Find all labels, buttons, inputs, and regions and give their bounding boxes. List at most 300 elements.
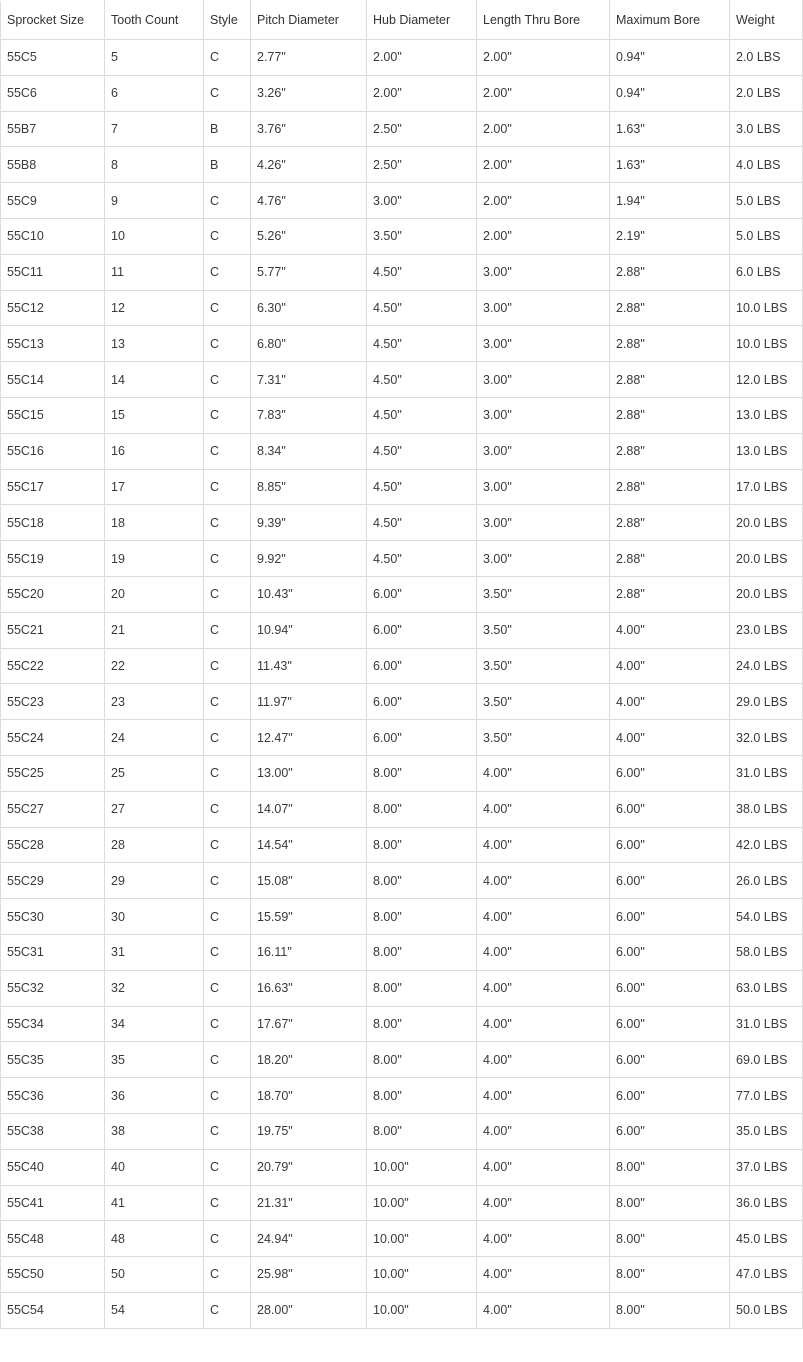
cell-hub-diameter: 4.50"	[367, 505, 477, 541]
cell-length-thru-bore: 4.00"	[477, 863, 610, 899]
cell-sprocket-size: 55C14	[1, 362, 105, 398]
cell-length-thru-bore: 4.00"	[477, 934, 610, 970]
cell-tooth-count: 48	[105, 1221, 204, 1257]
cell-tooth-count: 23	[105, 684, 204, 720]
cell-weight: 5.0 LBS	[730, 218, 803, 254]
cell-length-thru-bore: 4.00"	[477, 1292, 610, 1328]
cell-pitch-diameter: 19.75"	[251, 1113, 367, 1149]
cell-maximum-bore: 4.00"	[610, 612, 730, 648]
cell-length-thru-bore: 2.00"	[477, 218, 610, 254]
cell-length-thru-bore: 3.50"	[477, 684, 610, 720]
cell-weight: 77.0 LBS	[730, 1078, 803, 1114]
cell-maximum-bore: 6.00"	[610, 1006, 730, 1042]
cell-weight: 58.0 LBS	[730, 934, 803, 970]
cell-pitch-diameter: 3.26"	[251, 75, 367, 111]
table-row	[1, 362, 803, 398]
cell-maximum-bore: 6.00"	[610, 970, 730, 1006]
cell-weight: 32.0 LBS	[730, 720, 803, 756]
cell-pitch-diameter: 25.98"	[251, 1257, 367, 1293]
cell-maximum-bore: 2.88"	[610, 576, 730, 612]
cell-weight: 37.0 LBS	[730, 1149, 803, 1185]
header-hub-diameter: Hub Diameter	[367, 1, 477, 40]
cell-weight: 36.0 LBS	[730, 1185, 803, 1221]
cell-sprocket-size: 55C27	[1, 791, 105, 827]
cell-sprocket-size: 55C30	[1, 899, 105, 935]
cell-style: C	[204, 1185, 251, 1221]
cell-style: C	[204, 469, 251, 505]
cell-hub-diameter: 10.00"	[367, 1292, 477, 1328]
cell-pitch-diameter: 3.76"	[251, 111, 367, 147]
cell-length-thru-bore: 4.00"	[477, 1257, 610, 1293]
cell-style: B	[204, 111, 251, 147]
cell-pitch-diameter: 16.11"	[251, 934, 367, 970]
cell-length-thru-bore: 2.00"	[477, 147, 610, 183]
cell-style: C	[204, 1006, 251, 1042]
cell-length-thru-bore: 2.00"	[477, 183, 610, 219]
cell-pitch-diameter: 14.07"	[251, 791, 367, 827]
cell-sprocket-size: 55C20	[1, 576, 105, 612]
cell-sprocket-size: 55C16	[1, 433, 105, 469]
cell-sprocket-size: 55C13	[1, 326, 105, 362]
table-row	[1, 469, 803, 505]
table-row	[1, 183, 803, 219]
table-row	[1, 505, 803, 541]
cell-style: B	[204, 147, 251, 183]
cell-tooth-count: 29	[105, 863, 204, 899]
cell-hub-diameter: 2.50"	[367, 147, 477, 183]
cell-maximum-bore: 2.88"	[610, 541, 730, 577]
cell-pitch-diameter: 11.97"	[251, 684, 367, 720]
cell-tooth-count: 13	[105, 326, 204, 362]
cell-pitch-diameter: 6.80"	[251, 326, 367, 362]
cell-weight: 10.0 LBS	[730, 290, 803, 326]
cell-maximum-bore: 1.63"	[610, 147, 730, 183]
cell-sprocket-size: 55C5	[1, 40, 105, 76]
cell-tooth-count: 32	[105, 970, 204, 1006]
cell-sprocket-size: 55C35	[1, 1042, 105, 1078]
cell-style: C	[204, 934, 251, 970]
cell-hub-diameter: 4.50"	[367, 326, 477, 362]
cell-pitch-diameter: 16.63"	[251, 970, 367, 1006]
table-row	[1, 934, 803, 970]
cell-maximum-bore: 2.88"	[610, 505, 730, 541]
cell-maximum-bore: 6.00"	[610, 827, 730, 863]
header-length-thru-bore: Length Thru Bore	[477, 1, 610, 40]
cell-length-thru-bore: 3.00"	[477, 326, 610, 362]
header-pitch-diameter: Pitch Diameter	[251, 1, 367, 40]
cell-style: C	[204, 1257, 251, 1293]
cell-style: C	[204, 1042, 251, 1078]
cell-style: C	[204, 362, 251, 398]
table-row	[1, 648, 803, 684]
cell-maximum-bore: 6.00"	[610, 899, 730, 935]
cell-maximum-bore: 6.00"	[610, 863, 730, 899]
table-row	[1, 75, 803, 111]
cell-weight: 45.0 LBS	[730, 1221, 803, 1257]
table-row	[1, 899, 803, 935]
table-row	[1, 827, 803, 863]
cell-sprocket-size: 55C40	[1, 1149, 105, 1185]
cell-weight: 69.0 LBS	[730, 1042, 803, 1078]
cell-tooth-count: 41	[105, 1185, 204, 1221]
cell-maximum-bore: 2.19"	[610, 218, 730, 254]
cell-maximum-bore: 2.88"	[610, 397, 730, 433]
cell-length-thru-bore: 3.50"	[477, 576, 610, 612]
cell-tooth-count: 35	[105, 1042, 204, 1078]
cell-tooth-count: 24	[105, 720, 204, 756]
cell-tooth-count: 22	[105, 648, 204, 684]
cell-sprocket-size: 55C34	[1, 1006, 105, 1042]
cell-pitch-diameter: 15.08"	[251, 863, 367, 899]
cell-style: C	[204, 612, 251, 648]
cell-sprocket-size: 55C54	[1, 1292, 105, 1328]
cell-maximum-bore: 4.00"	[610, 720, 730, 756]
cell-sprocket-size: 55C21	[1, 612, 105, 648]
cell-length-thru-bore: 4.00"	[477, 1042, 610, 1078]
cell-tooth-count: 30	[105, 899, 204, 935]
cell-style: C	[204, 576, 251, 612]
cell-maximum-bore: 1.94"	[610, 183, 730, 219]
cell-sprocket-size: 55C29	[1, 863, 105, 899]
cell-hub-diameter: 10.00"	[367, 1257, 477, 1293]
cell-tooth-count: 7	[105, 111, 204, 147]
cell-maximum-bore: 6.00"	[610, 791, 730, 827]
cell-length-thru-bore: 2.00"	[477, 40, 610, 76]
cell-pitch-diameter: 8.34"	[251, 433, 367, 469]
cell-pitch-diameter: 9.39"	[251, 505, 367, 541]
cell-length-thru-bore: 3.00"	[477, 397, 610, 433]
table-row	[1, 290, 803, 326]
cell-style: C	[204, 505, 251, 541]
table-row	[1, 1042, 803, 1078]
cell-tooth-count: 21	[105, 612, 204, 648]
cell-hub-diameter: 6.00"	[367, 648, 477, 684]
cell-style: C	[204, 1113, 251, 1149]
cell-sprocket-size: 55C36	[1, 1078, 105, 1114]
cell-length-thru-bore: 4.00"	[477, 1006, 610, 1042]
cell-style: C	[204, 541, 251, 577]
cell-pitch-diameter: 21.31"	[251, 1185, 367, 1221]
cell-style: C	[204, 1149, 251, 1185]
cell-sprocket-size: 55C24	[1, 720, 105, 756]
cell-pitch-diameter: 10.94"	[251, 612, 367, 648]
cell-sprocket-size: 55C32	[1, 970, 105, 1006]
cell-pitch-diameter: 5.26"	[251, 218, 367, 254]
cell-style: C	[204, 254, 251, 290]
cell-pitch-diameter: 14.54"	[251, 827, 367, 863]
cell-length-thru-bore: 4.00"	[477, 827, 610, 863]
cell-pitch-diameter: 13.00"	[251, 755, 367, 791]
cell-hub-diameter: 3.00"	[367, 183, 477, 219]
cell-sprocket-size: 55C25	[1, 755, 105, 791]
cell-weight: 50.0 LBS	[730, 1292, 803, 1328]
cell-style: C	[204, 1292, 251, 1328]
cell-length-thru-bore: 4.00"	[477, 791, 610, 827]
cell-maximum-bore: 2.88"	[610, 433, 730, 469]
header-weight: Weight	[730, 1, 803, 40]
cell-weight: 38.0 LBS	[730, 791, 803, 827]
cell-tooth-count: 15	[105, 397, 204, 433]
cell-weight: 5.0 LBS	[730, 183, 803, 219]
cell-maximum-bore: 4.00"	[610, 684, 730, 720]
cell-weight: 31.0 LBS	[730, 755, 803, 791]
cell-weight: 29.0 LBS	[730, 684, 803, 720]
cell-length-thru-bore: 3.00"	[477, 433, 610, 469]
cell-weight: 47.0 LBS	[730, 1257, 803, 1293]
cell-hub-diameter: 6.00"	[367, 576, 477, 612]
cell-length-thru-bore: 3.50"	[477, 648, 610, 684]
cell-weight: 4.0 LBS	[730, 147, 803, 183]
cell-length-thru-bore: 3.00"	[477, 541, 610, 577]
table-row	[1, 433, 803, 469]
cell-hub-diameter: 8.00"	[367, 1006, 477, 1042]
cell-hub-diameter: 4.50"	[367, 290, 477, 326]
cell-pitch-diameter: 10.43"	[251, 576, 367, 612]
cell-weight: 54.0 LBS	[730, 899, 803, 935]
cell-hub-diameter: 4.50"	[367, 254, 477, 290]
cell-weight: 17.0 LBS	[730, 469, 803, 505]
cell-sprocket-size: 55B7	[1, 111, 105, 147]
cell-style: C	[204, 75, 251, 111]
cell-style: C	[204, 40, 251, 76]
cell-tooth-count: 38	[105, 1113, 204, 1149]
cell-style: C	[204, 183, 251, 219]
cell-hub-diameter: 6.00"	[367, 720, 477, 756]
table-row	[1, 1185, 803, 1221]
header-tooth-count: Tooth Count	[105, 1, 204, 40]
cell-hub-diameter: 8.00"	[367, 970, 477, 1006]
cell-length-thru-bore: 4.00"	[477, 970, 610, 1006]
cell-hub-diameter: 8.00"	[367, 827, 477, 863]
cell-length-thru-bore: 4.00"	[477, 1149, 610, 1185]
cell-maximum-bore: 8.00"	[610, 1257, 730, 1293]
cell-tooth-count: 54	[105, 1292, 204, 1328]
cell-maximum-bore: 8.00"	[610, 1185, 730, 1221]
cell-maximum-bore: 2.88"	[610, 469, 730, 505]
cell-sprocket-size: 55C22	[1, 648, 105, 684]
cell-hub-diameter: 2.00"	[367, 75, 477, 111]
cell-weight: 6.0 LBS	[730, 254, 803, 290]
cell-sprocket-size: 55C11	[1, 254, 105, 290]
cell-weight: 13.0 LBS	[730, 433, 803, 469]
cell-weight: 63.0 LBS	[730, 970, 803, 1006]
cell-hub-diameter: 4.50"	[367, 362, 477, 398]
cell-hub-diameter: 10.00"	[367, 1221, 477, 1257]
cell-style: C	[204, 899, 251, 935]
cell-tooth-count: 31	[105, 934, 204, 970]
cell-maximum-bore: 4.00"	[610, 648, 730, 684]
table-row	[1, 791, 803, 827]
table-row	[1, 1078, 803, 1114]
cell-hub-diameter: 10.00"	[367, 1149, 477, 1185]
cell-length-thru-bore: 4.00"	[477, 1185, 610, 1221]
cell-style: C	[204, 827, 251, 863]
cell-tooth-count: 34	[105, 1006, 204, 1042]
cell-pitch-diameter: 11.43"	[251, 648, 367, 684]
cell-length-thru-bore: 3.00"	[477, 254, 610, 290]
cell-tooth-count: 25	[105, 755, 204, 791]
cell-tooth-count: 11	[105, 254, 204, 290]
cell-hub-diameter: 6.00"	[367, 612, 477, 648]
cell-maximum-bore: 8.00"	[610, 1221, 730, 1257]
cell-tooth-count: 27	[105, 791, 204, 827]
table-row	[1, 1113, 803, 1149]
cell-hub-diameter: 8.00"	[367, 1042, 477, 1078]
cell-weight: 20.0 LBS	[730, 505, 803, 541]
cell-tooth-count: 19	[105, 541, 204, 577]
cell-weight: 26.0 LBS	[730, 863, 803, 899]
cell-sprocket-size: 55C31	[1, 934, 105, 970]
cell-pitch-diameter: 7.31"	[251, 362, 367, 398]
cell-weight: 23.0 LBS	[730, 612, 803, 648]
cell-tooth-count: 9	[105, 183, 204, 219]
cell-maximum-bore: 6.00"	[610, 755, 730, 791]
cell-sprocket-size: 55C15	[1, 397, 105, 433]
cell-hub-diameter: 8.00"	[367, 899, 477, 935]
cell-style: C	[204, 326, 251, 362]
cell-style: C	[204, 863, 251, 899]
table-row	[1, 111, 803, 147]
table-row	[1, 684, 803, 720]
cell-weight: 2.0 LBS	[730, 40, 803, 76]
cell-style: C	[204, 433, 251, 469]
cell-maximum-bore: 0.94"	[610, 40, 730, 76]
cell-pitch-diameter: 6.30"	[251, 290, 367, 326]
cell-style: C	[204, 290, 251, 326]
cell-sprocket-size: 55C50	[1, 1257, 105, 1293]
cell-sprocket-size: 55C9	[1, 183, 105, 219]
cell-hub-diameter: 4.50"	[367, 433, 477, 469]
cell-weight: 13.0 LBS	[730, 397, 803, 433]
cell-tooth-count: 36	[105, 1078, 204, 1114]
cell-sprocket-size: 55C28	[1, 827, 105, 863]
header-sprocket-size: Sprocket Size	[1, 1, 105, 40]
cell-hub-diameter: 8.00"	[367, 791, 477, 827]
cell-length-thru-bore: 3.00"	[477, 362, 610, 398]
cell-tooth-count: 10	[105, 218, 204, 254]
cell-sprocket-size: 55C48	[1, 1221, 105, 1257]
cell-weight: 42.0 LBS	[730, 827, 803, 863]
cell-sprocket-size: 55C17	[1, 469, 105, 505]
cell-pitch-diameter: 28.00"	[251, 1292, 367, 1328]
cell-style: C	[204, 791, 251, 827]
cell-weight: 20.0 LBS	[730, 576, 803, 612]
cell-tooth-count: 14	[105, 362, 204, 398]
cell-style: C	[204, 648, 251, 684]
cell-pitch-diameter: 17.67"	[251, 1006, 367, 1042]
cell-style: C	[204, 218, 251, 254]
cell-pitch-diameter: 15.59"	[251, 899, 367, 935]
table-row	[1, 218, 803, 254]
cell-length-thru-bore: 2.00"	[477, 75, 610, 111]
cell-maximum-bore: 0.94"	[610, 75, 730, 111]
cell-pitch-diameter: 18.70"	[251, 1078, 367, 1114]
table-row	[1, 863, 803, 899]
cell-length-thru-bore: 4.00"	[477, 1113, 610, 1149]
table-row	[1, 147, 803, 183]
cell-tooth-count: 50	[105, 1257, 204, 1293]
cell-tooth-count: 8	[105, 147, 204, 183]
table-row	[1, 1292, 803, 1328]
cell-hub-diameter: 8.00"	[367, 1113, 477, 1149]
cell-hub-diameter: 8.00"	[367, 934, 477, 970]
table-body	[1, 40, 803, 1329]
table-row	[1, 612, 803, 648]
table-row	[1, 720, 803, 756]
table-row	[1, 755, 803, 791]
cell-hub-diameter: 6.00"	[367, 684, 477, 720]
cell-weight: 2.0 LBS	[730, 75, 803, 111]
cell-maximum-bore: 8.00"	[610, 1292, 730, 1328]
cell-maximum-bore: 8.00"	[610, 1149, 730, 1185]
table-row	[1, 326, 803, 362]
cell-hub-diameter: 2.00"	[367, 40, 477, 76]
cell-hub-diameter: 4.50"	[367, 469, 477, 505]
cell-sprocket-size: 55B8	[1, 147, 105, 183]
cell-pitch-diameter: 4.26"	[251, 147, 367, 183]
cell-pitch-diameter: 9.92"	[251, 541, 367, 577]
cell-style: C	[204, 755, 251, 791]
cell-pitch-diameter: 24.94"	[251, 1221, 367, 1257]
cell-length-thru-bore: 3.00"	[477, 505, 610, 541]
cell-tooth-count: 12	[105, 290, 204, 326]
cell-maximum-bore: 6.00"	[610, 1042, 730, 1078]
cell-weight: 31.0 LBS	[730, 1006, 803, 1042]
cell-length-thru-bore: 3.50"	[477, 612, 610, 648]
cell-hub-diameter: 4.50"	[367, 541, 477, 577]
cell-pitch-diameter: 2.77"	[251, 40, 367, 76]
cell-style: C	[204, 720, 251, 756]
cell-hub-diameter: 2.50"	[367, 111, 477, 147]
table-row	[1, 576, 803, 612]
cell-tooth-count: 5	[105, 40, 204, 76]
table-row	[1, 1006, 803, 1042]
cell-pitch-diameter: 7.83"	[251, 397, 367, 433]
cell-length-thru-bore: 4.00"	[477, 1078, 610, 1114]
cell-sprocket-size: 55C12	[1, 290, 105, 326]
cell-sprocket-size: 55C38	[1, 1113, 105, 1149]
cell-sprocket-size: 55C19	[1, 541, 105, 577]
cell-maximum-bore: 2.88"	[610, 362, 730, 398]
cell-sprocket-size: 55C18	[1, 505, 105, 541]
cell-style: C	[204, 1078, 251, 1114]
cell-maximum-bore: 2.88"	[610, 326, 730, 362]
table-row	[1, 1221, 803, 1257]
cell-weight: 3.0 LBS	[730, 111, 803, 147]
cell-hub-diameter: 10.00"	[367, 1185, 477, 1221]
cell-tooth-count: 16	[105, 433, 204, 469]
cell-hub-diameter: 4.50"	[367, 397, 477, 433]
cell-tooth-count: 28	[105, 827, 204, 863]
header-style: Style	[204, 1, 251, 40]
cell-length-thru-bore: 3.50"	[477, 720, 610, 756]
cell-tooth-count: 6	[105, 75, 204, 111]
cell-pitch-diameter: 20.79"	[251, 1149, 367, 1185]
cell-maximum-bore: 6.00"	[610, 1113, 730, 1149]
cell-tooth-count: 40	[105, 1149, 204, 1185]
cell-weight: 20.0 LBS	[730, 541, 803, 577]
table-row	[1, 397, 803, 433]
cell-weight: 35.0 LBS	[730, 1113, 803, 1149]
cell-tooth-count: 17	[105, 469, 204, 505]
table-row	[1, 970, 803, 1006]
cell-length-thru-bore: 4.00"	[477, 755, 610, 791]
cell-style: C	[204, 397, 251, 433]
table-row	[1, 254, 803, 290]
cell-sprocket-size: 55C41	[1, 1185, 105, 1221]
table-row	[1, 40, 803, 76]
cell-weight: 10.0 LBS	[730, 326, 803, 362]
